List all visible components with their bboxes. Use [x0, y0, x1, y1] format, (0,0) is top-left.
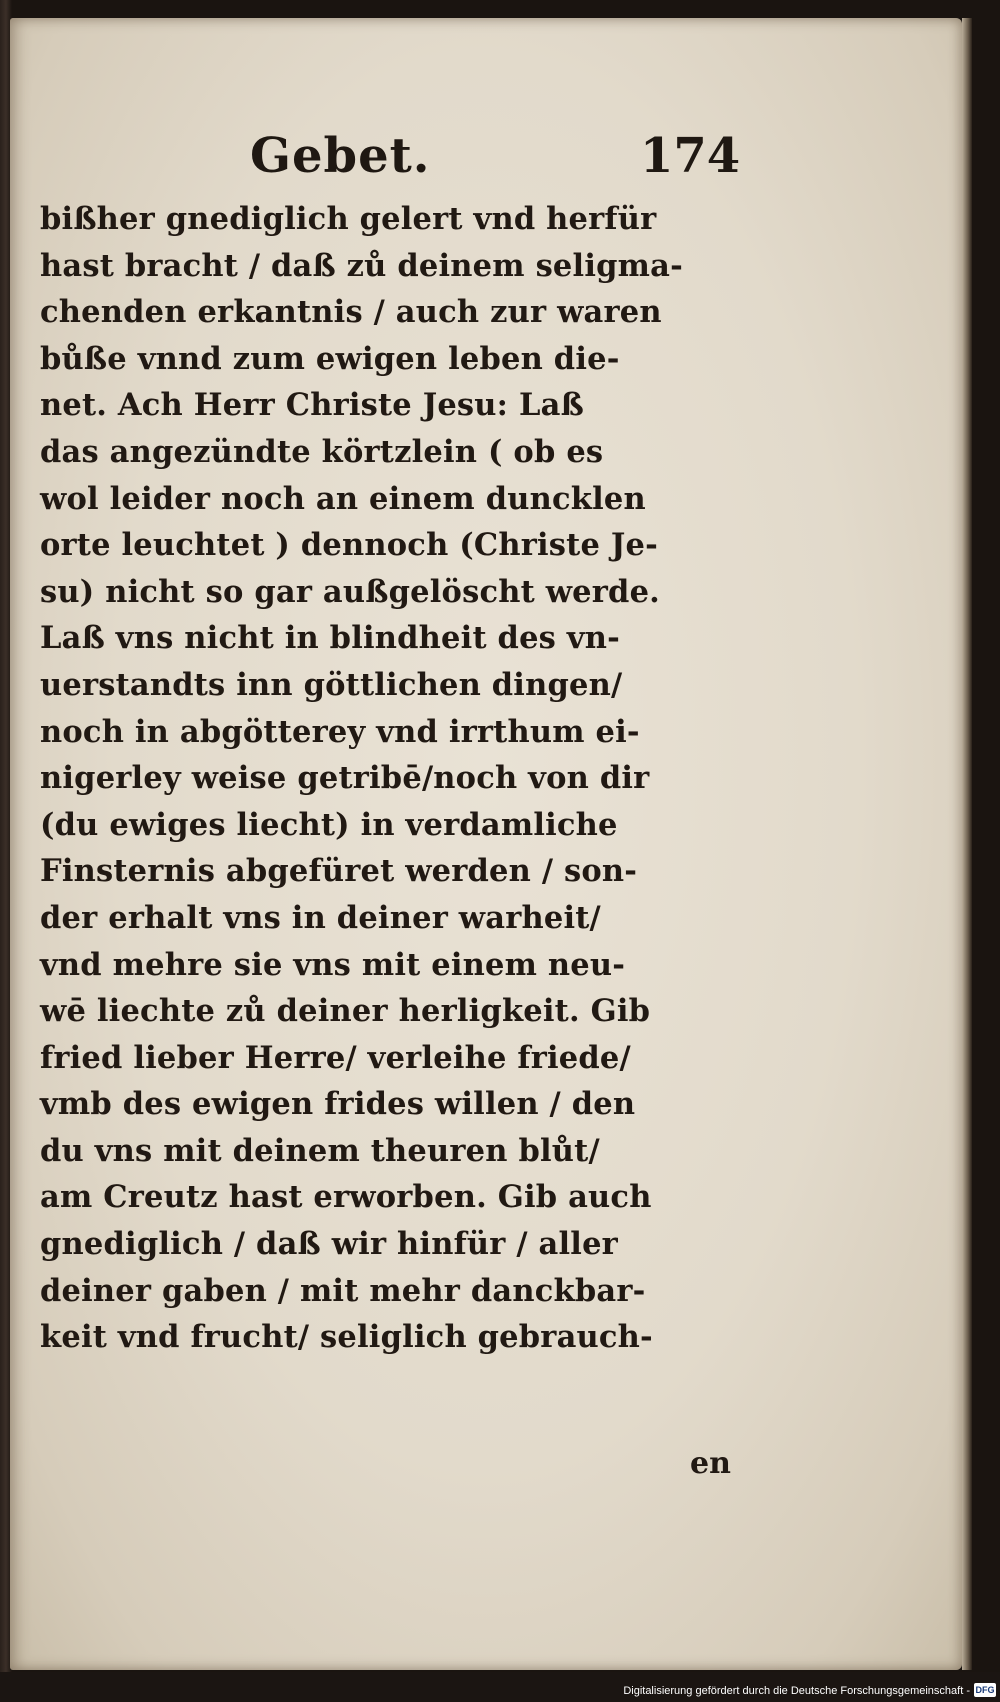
text-line: (du ewiges liecht) in verdamliche	[40, 806, 618, 843]
text-line: Finsternis abgefüret werden / son-	[40, 853, 638, 890]
text-line: su) nicht so gar außgelöscht werde.	[40, 573, 660, 610]
running-head	[0, 118, 1000, 198]
text-line: noch in abgötterey vnd irrthum ei-	[40, 713, 640, 750]
text-line: hast bracht / daß zů deinem seligma-	[40, 247, 683, 284]
body-text	[40, 196, 740, 1361]
text-line: gnediglich / daß wir hinfür / aller	[40, 1226, 618, 1263]
text-line: vmb des ewigen frides willen / den	[40, 1086, 636, 1123]
text-line: der erhalt vns in deiner warheit/	[40, 899, 601, 936]
text-line: bißher gnediglich gelert vnd herfür	[40, 201, 657, 237]
text-line: vnd mehre sie vns mit einem neu-	[40, 946, 626, 983]
dfg-logo: DFG	[975, 1685, 995, 1695]
text-line: nigerley weise getribē/noch von dir	[40, 760, 650, 797]
text-line: am Creutz hast erworben. Gib auch	[40, 1179, 652, 1216]
footer-bar	[0, 1672, 1000, 1702]
text-line: uerstandts inn göttlichen dingen/	[40, 666, 623, 703]
text-line: bůße vnnd zum ewigen leben die-	[40, 340, 620, 377]
text-line: wē liechte zů deiner herligkeit. Gib	[40, 993, 651, 1030]
page-number: 174	[640, 128, 741, 184]
text-line: net. Ach Herr Christe Jesu: Laß	[40, 387, 584, 424]
page-edge	[962, 18, 972, 1670]
text-line: keit vnd frucht/ seliglich gebrauch-	[40, 1319, 653, 1356]
text-line: wol leider noch an einem duncklen	[40, 480, 646, 517]
text-line: das angezündte körtzlein ( ob es	[40, 433, 604, 470]
text-line: chenden erkantnis / auch zur waren	[40, 294, 662, 331]
text-line: orte leuchtet ) dennoch (Christe Je-	[40, 527, 658, 564]
text-line: fried lieber Herre/ verleihe friede/	[40, 1039, 631, 1076]
text-line: du vns mit deinem theuren blůt/	[40, 1132, 600, 1169]
catchword: en	[690, 1446, 731, 1481]
text-line: Laß vns nicht in blindheit des vn-	[40, 620, 621, 657]
running-title: Gebet.	[250, 128, 431, 184]
footer-credit: Digitalisierung gefördert durch die Deutsche Forschungsgemeinschaft -	[623, 1685, 970, 1697]
text-line: deiner gaben / mit mehr danckbar-	[40, 1272, 646, 1309]
